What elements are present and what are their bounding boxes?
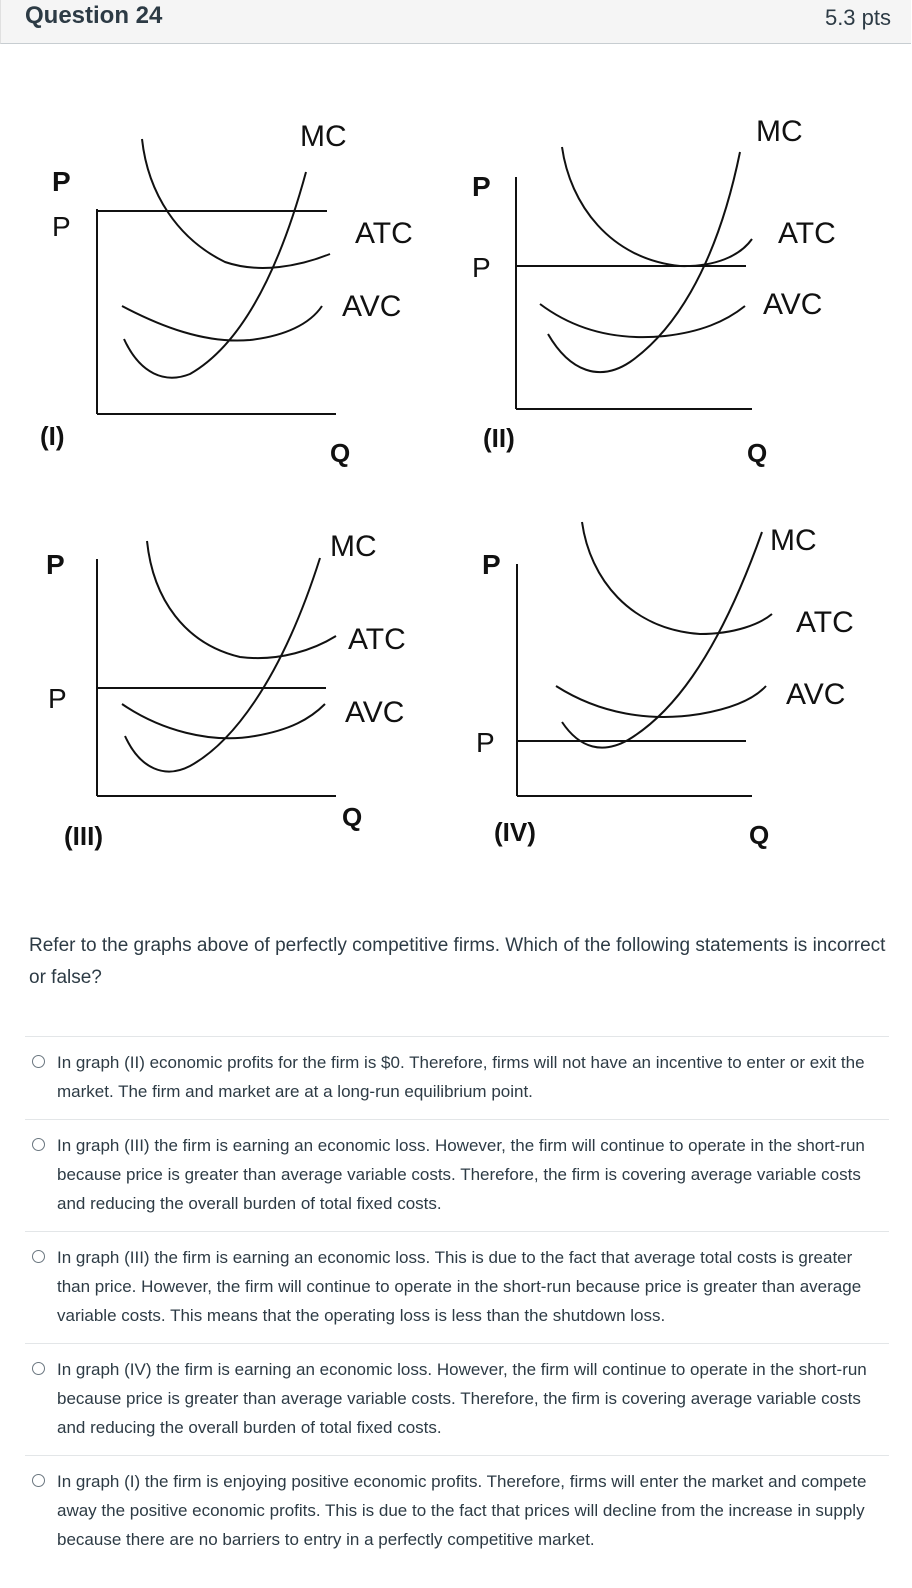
radio-button[interactable]	[32, 1250, 45, 1263]
graph-iii-avc-label: AVC	[345, 696, 405, 729]
graph-ii-label: (II)	[483, 423, 515, 453]
graph-iv-atc-label: ATC	[796, 606, 854, 639]
question-points: 5.3 pts	[824, 5, 891, 30]
graph-iii-p-label-top: P	[46, 549, 65, 580]
graph-i-label: (I)	[40, 421, 65, 451]
graph-iii-mc-label: MC	[330, 530, 377, 563]
graph-ii-q-label: Q	[747, 438, 768, 468]
graph-ii-p-label-price: P	[472, 252, 491, 283]
radio-button[interactable]	[32, 1055, 45, 1068]
graph-iv-avc-label: AVC	[786, 678, 846, 711]
graph-i-avc-label: AVC	[342, 290, 402, 323]
graph-i-atc-label: ATC	[355, 217, 413, 250]
graph-i-q-label: Q	[330, 438, 351, 468]
graph-iv-mc-label: MC	[770, 524, 817, 557]
graph-labels-svg	[0, 44, 912, 904]
answer-text: In graph (I) the firm is enjoying positive economic profits. Therefore, firms will enter the market and compete away the positive economic profits. This is due to the fact that prices will decline from the increase in supply because there are no barriers to entry in a perfectly competitive market.	[57, 1472, 867, 1549]
question-title: Question 24	[25, 2, 163, 29]
graph-iv-p-label-top: P	[482, 549, 501, 580]
answer-text: In graph (III) the firm is earning an economic loss. This is due to the fact that average total costs is greater than price. However, the firm will continue to operate in the short-run because price is greater than average variable costs. This means that the operating loss is less than the shutdown loss.	[57, 1248, 862, 1325]
question-prompt: Refer to the graphs above of perfectly competitive firms. Which of the following statements is incorrect or false?	[29, 935, 886, 988]
graph-iii-p-label-price: P	[48, 683, 67, 714]
answer-option[interactable]	[25, 1119, 889, 1231]
graph-ii-atc-label: ATC	[778, 217, 836, 250]
answer-options	[25, 1036, 889, 1567]
graph-iv-p-label-price: P	[476, 727, 495, 758]
graph-ii-mc-label: MC	[756, 115, 803, 148]
radio-button[interactable]	[32, 1474, 45, 1487]
graph-ii-p-label-top: P	[472, 171, 491, 202]
question-header	[0, 0, 911, 44]
answer-text: In graph (IV) the firm is earning an economic loss. However, the firm will continue to operate in the short-run because price is greater than average variable costs. Therefore, the firm is covering average variable costs and reducing the overall burden of total fixed costs.	[57, 1360, 867, 1437]
answer-text: In graph (III) the firm is earning an economic loss. However, the firm will continue to operate in the short-run because price is greater than average variable costs. Therefore, the firm is covering average variable costs and reducing the overall burden of total fixed costs.	[57, 1136, 865, 1213]
cost-curve-graphs-figure	[0, 44, 912, 904]
radio-button[interactable]	[32, 1362, 45, 1375]
answer-option[interactable]	[25, 1343, 889, 1455]
graph-iii-label: (III)	[64, 821, 103, 851]
graph-iii-q-label: Q	[342, 802, 363, 832]
graph-iii-atc-label: ATC	[348, 623, 406, 656]
graph-iv-q-label: Q	[749, 820, 770, 850]
answer-option[interactable]	[25, 1455, 889, 1567]
graph-i-mc-label: MC	[300, 120, 347, 153]
answer-text: In graph (II) economic profits for the firm is $0. Therefore, firms will not have an incentive to enter or exit the market. The firm and market are at a long-run equilibrium point.	[57, 1053, 865, 1101]
answer-option[interactable]	[25, 1036, 889, 1119]
graph-i-p-label-price: P	[52, 211, 71, 242]
graph-i-p-label-top: P	[52, 166, 71, 197]
graph-iv-label: (IV)	[494, 817, 536, 847]
graph-ii-avc-label: AVC	[763, 288, 823, 321]
answer-option[interactable]	[25, 1231, 889, 1343]
radio-button[interactable]	[32, 1138, 45, 1151]
